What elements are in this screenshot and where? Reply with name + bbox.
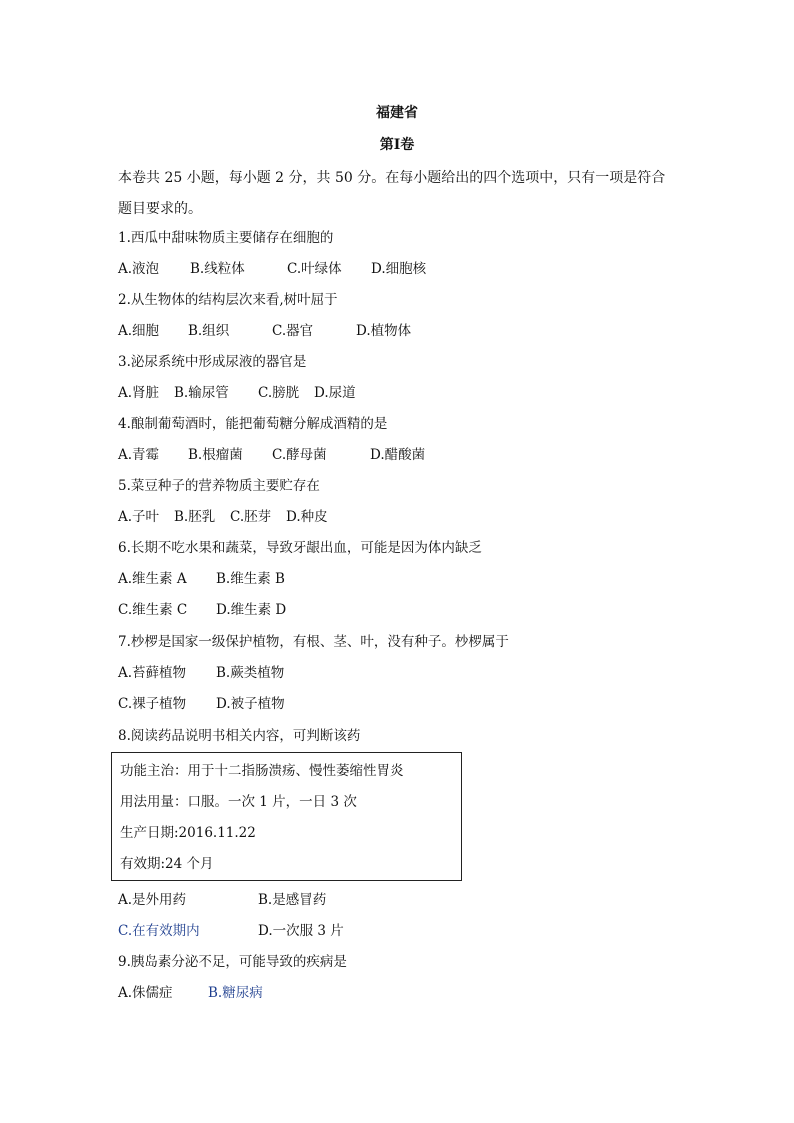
option: D.细胞核 [371,261,427,277]
option: D.尿道 [314,385,356,401]
option: A.肾脏 [118,385,160,401]
question-4-stem: 4.酿制葡萄酒时，能把葡萄糖分解成酒精的是 [118,416,388,432]
option: A.是外用药 [118,892,187,908]
option: A.液泡 [118,261,160,277]
instructions: 本卷共 25 小题，每小题 2 分，共 50 分。在每小题给出的四个选项中，只有一项是符合题目要求的。 [118,170,666,217]
section-title: 第Ⅰ卷 [379,137,415,153]
option: C.在有效期内 [118,923,200,939]
option: A.侏儒症 [118,985,173,1001]
question-2-options [118,321,411,341]
question-3-stem: 3.泌尿系统中形成尿液的器官是 [118,354,307,370]
option: D.被子植物 [216,696,285,712]
question-8-options-row1 [118,890,326,910]
option: D.维生素 D [216,602,287,618]
option: A.子叶 [118,509,160,525]
option: B.维生素 B [216,571,285,587]
question-1-options [118,259,426,279]
option: C.器官 [272,323,314,339]
medicine-label-box [111,752,462,881]
option: D.植物体 [356,323,412,339]
question-5-options [118,507,328,527]
question-9-stem: 9.胰岛素分泌不足，可能导致的疾病是 [118,954,347,970]
medicine-indication: 功能主治：用于十二指肠溃疡、慢性萎缩性胃炎 [120,763,404,779]
medicine-production-date: 生产日期:2016.11.22 [120,825,256,841]
question-6-stem: 6.长期不吃水果和蔬菜，导致牙龈出血，可能是因为体内缺乏 [118,540,482,556]
option: D.醋酸菌 [370,447,426,463]
option: D.一次服 3 片 [258,923,344,939]
question-8-options-row2 [118,921,344,941]
medicine-dosage: 用法用量：口服。一次 1 片，一日 3 次 [120,794,357,810]
option: C.裸子植物 [118,696,187,712]
option: C.膀胱 [258,385,300,401]
question-9-options [118,983,263,1003]
question-2-stem: 2.从生物体的结构层次来看,树叶屈于 [118,292,338,308]
option: C.酵母菌 [272,447,327,463]
question-7-options-row1 [118,663,284,683]
option: C.胚芽 [230,509,272,525]
medicine-shelf-life: 有效期:24 个月 [120,856,214,872]
question-6-options-row1 [118,569,285,589]
question-1-stem: 1.西瓜中甜味物质主要储存在细胞的 [118,230,334,246]
option: A.苔藓植物 [118,665,187,681]
option: B.是感冒药 [258,892,327,908]
question-6-options-row2 [118,600,286,620]
option: B.蕨类植物 [216,665,285,681]
option: A.细胞 [118,323,160,339]
option: B.根瘤菌 [188,447,243,463]
option: B.输尿管 [174,385,229,401]
option: B.组织 [188,323,230,339]
question-8-stem: 8.阅读药品说明书相关内容，可判断该药 [118,728,361,744]
option: D.种皮 [286,509,328,525]
question-3-options [118,383,356,403]
question-7-options-row2 [118,694,285,714]
option: A.维生素 A [118,571,187,587]
option: B.线粒体 [190,261,245,277]
page-title: 福建省 [376,105,418,121]
option: C.维生素 C [118,602,188,618]
question-5-stem: 5.菜豆种子的营养物质主要贮存在 [118,478,320,494]
option: B.糖尿病 [208,985,263,1001]
question-4-options [118,445,425,465]
option: C.叶绿体 [287,261,342,277]
option: B.胚乳 [174,509,216,525]
question-7-stem: 7.杪椤是国家一级保护植物，有根、茎、叶，没有种子。杪椤属于 [118,634,509,650]
option: A.青霉 [118,447,160,463]
